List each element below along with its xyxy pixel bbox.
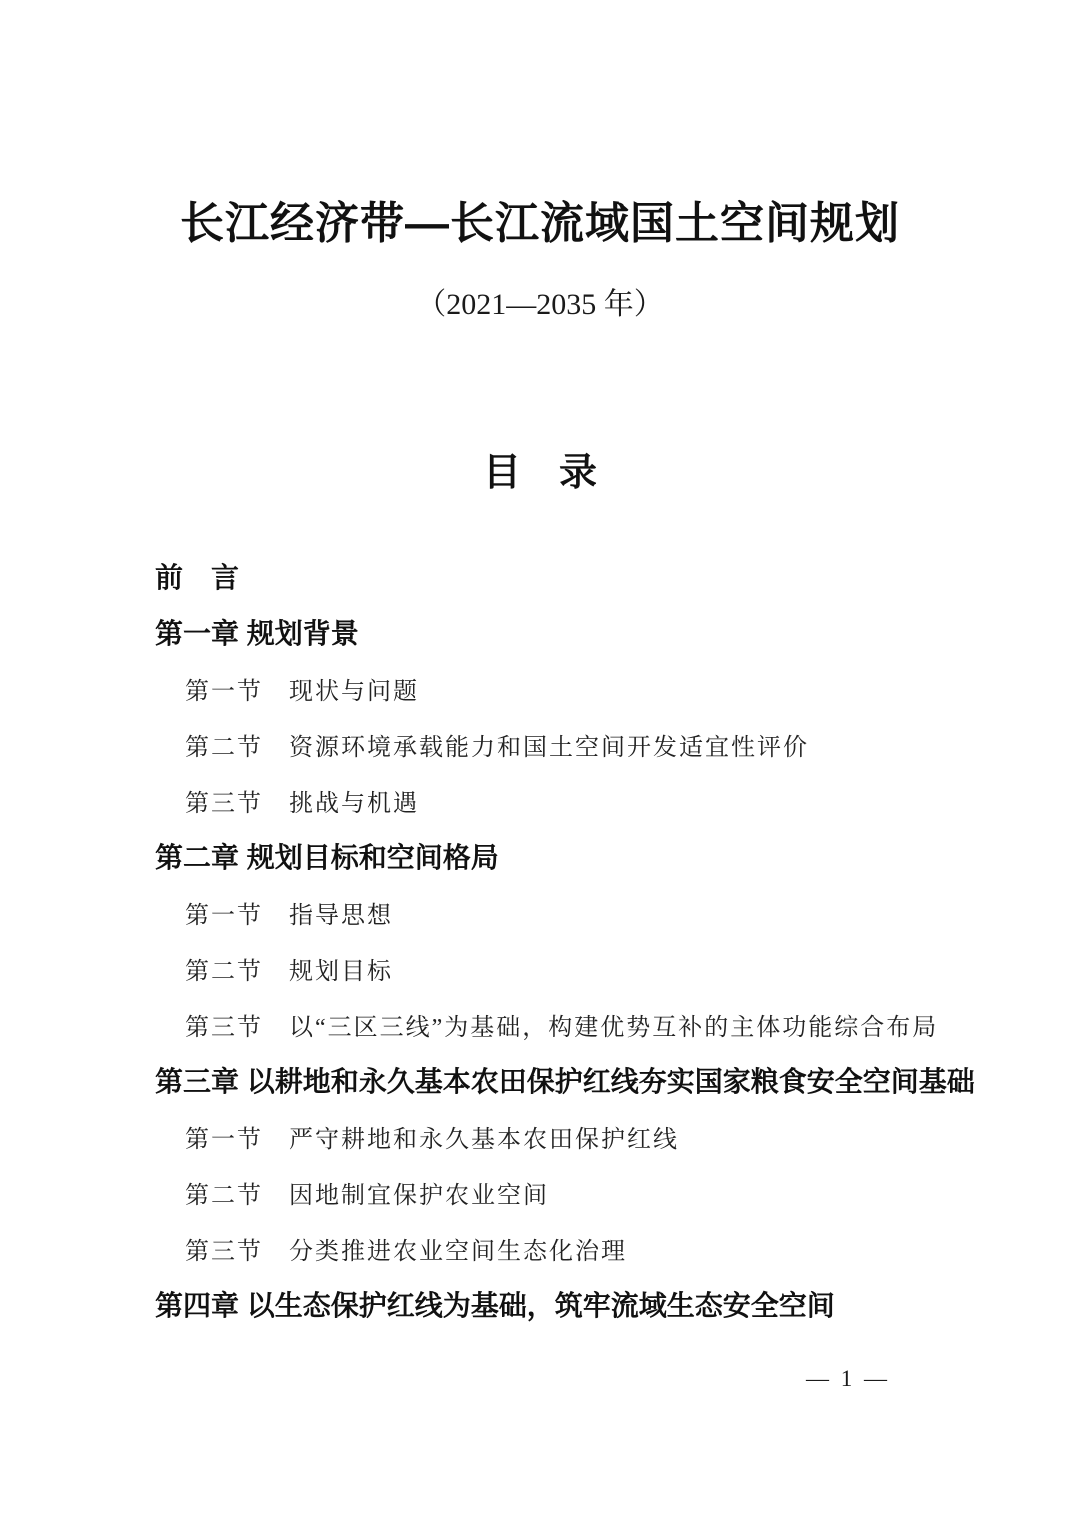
toc-entry-chapter-2-section-1: 第一节 指导思想: [185, 902, 393, 929]
toc-entry-chapter-2-section-2: 第二节 规划目标: [185, 958, 393, 985]
toc-entry-chapter-3-section-2: 第二节 因地制宜保护农业空间: [185, 1182, 549, 1209]
table-of-contents: [155, 548, 975, 1332]
toc-entry-chapter-3-section-1: 第一节 严守耕地和永久基本农田保护红线: [185, 1126, 679, 1153]
toc-entry-chapter-2: 第二章 规划目标和空间格局: [155, 842, 499, 873]
toc-heading: 目 录: [482, 452, 597, 494]
toc-entry-chapter-3: 第三章 以耕地和永久基本农田保护红线夯实国家粮食安全空间基础: [155, 1066, 975, 1097]
toc-entry-preface: 前 言: [155, 562, 240, 593]
toc-entry-chapter-3-section-3: 第三节 分类推进农业空间生态化治理: [185, 1238, 627, 1265]
toc-entry-chapter-1-section-1: 第一节 现状与问题: [185, 678, 419, 705]
toc-entry-chapter-2-section-3: 第三节 以“三区三线”为基础，构建优势互补的主体功能综合布局: [185, 1014, 939, 1041]
document-subtitle: （2021—2035 年）: [416, 288, 664, 321]
toc-entry-chapter-1-section-2: 第二节 资源环境承载能力和国土空间开发适宜性评价: [185, 734, 809, 761]
page-number: — 1 —: [806, 1366, 890, 1391]
toc-entry-chapter-1-section-3: 第三节 挑战与机遇: [185, 790, 419, 817]
document-title: 长江经济带—长江流域国土空间规划: [180, 199, 900, 248]
toc-entry-chapter-1: 第一章 规划背景: [155, 618, 359, 649]
toc-entry-chapter-4: 第四章 以生态保护红线为基础，筑牢流域生态安全空间: [155, 1290, 835, 1321]
